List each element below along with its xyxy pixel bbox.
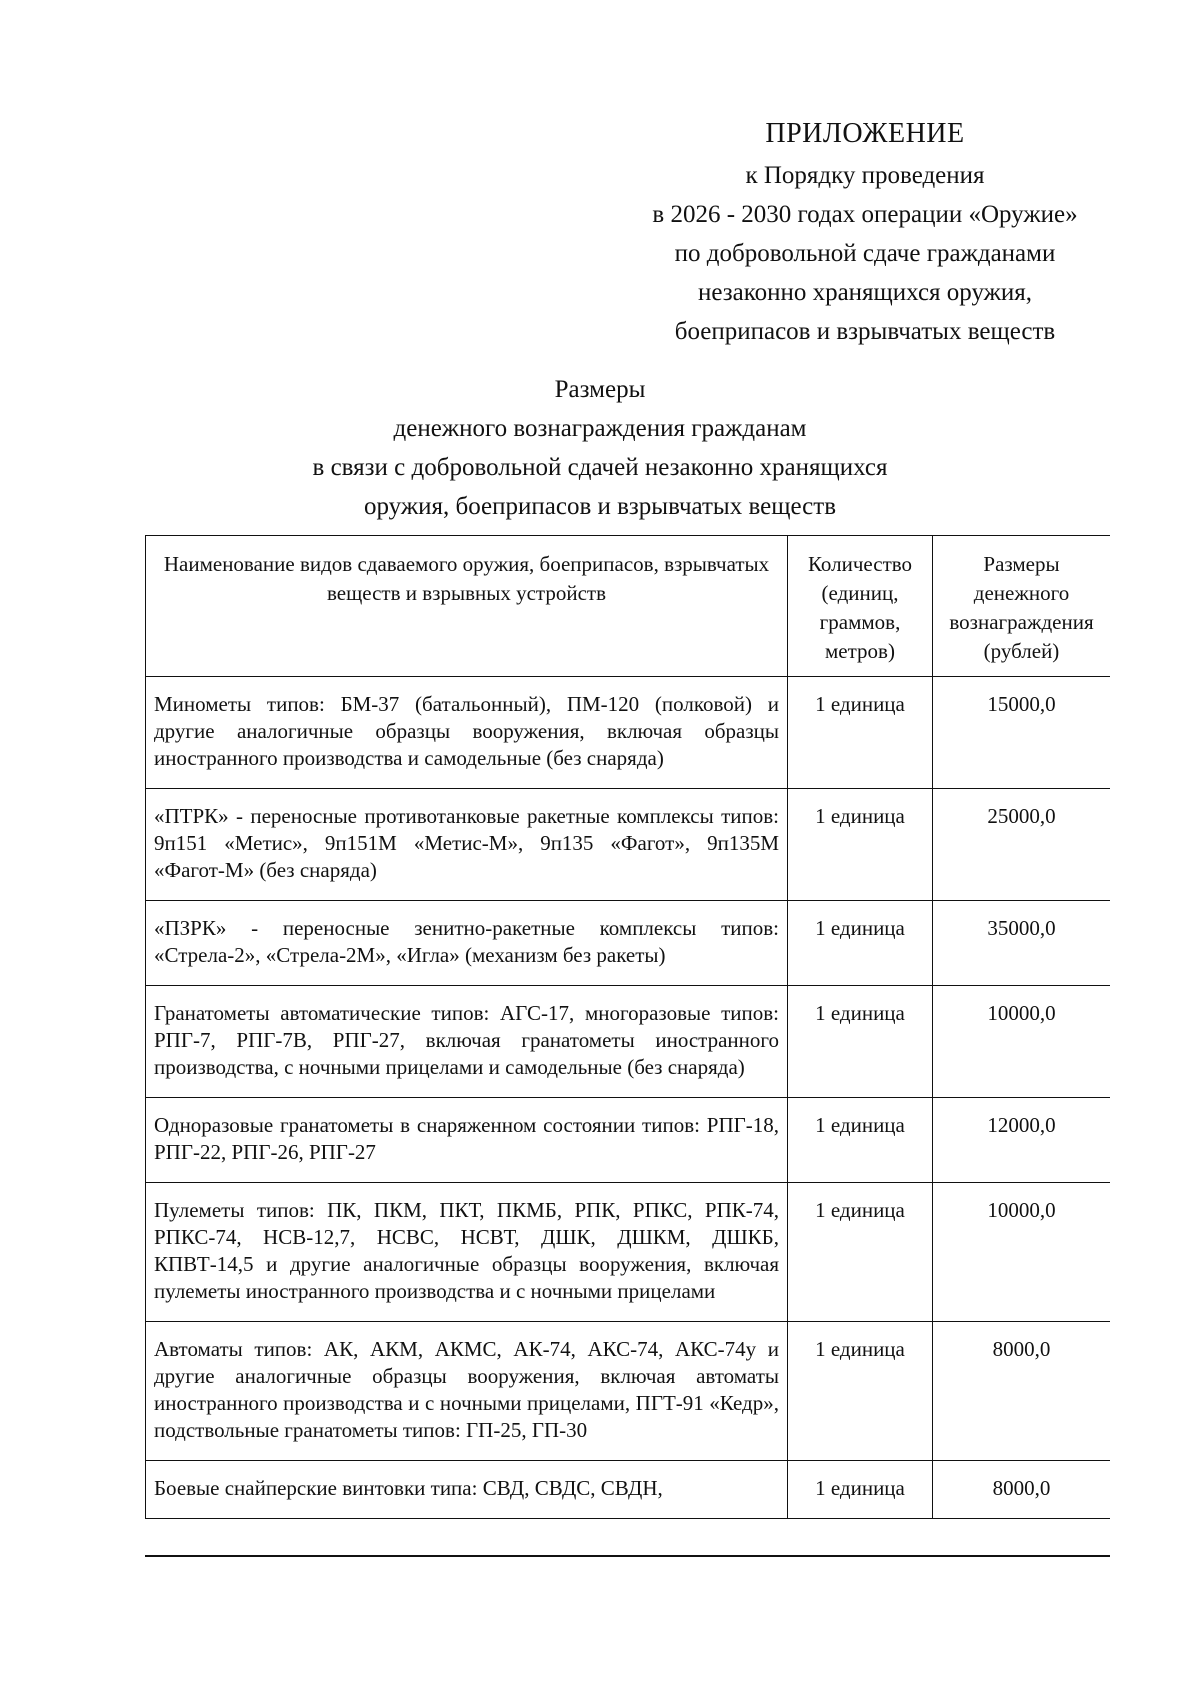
item-quantity: 1 единица [788,1322,933,1461]
item-quantity: 1 единица [788,1098,933,1183]
item-quantity: 1 единица [788,986,933,1098]
appendix-header [600,112,1130,351]
column-header-name: Наименование видов сдаваемого оружия, боеприпасов, взрывчатых веществ и взрывных устройств [146,536,788,677]
item-quantity: 1 единица [788,789,933,901]
appendix-line: незаконно хранящихся оружия, [697,279,1033,306]
appendix-line: в 2026 - 2030 годах операции «Оружие» [652,201,1078,228]
item-name: «ПЗРК» - переносные зенитно-ракетные комплексы типов: «Стрела-2», «Стрела-2М», «Игла» (механизм без ракеты) [146,901,788,986]
item-reward: 8000,0 [933,1461,1111,1519]
item-name: «ПТРК» - переносные противотанковые ракетные комплексы типов: 9п151 «Метис», 9п151М «Метис-М», 9п135 «Фагот», 9п135М «Фагот-М» (без снаряда) [146,789,788,901]
document-title-line: в связи с добровольной сдачей незаконно хранящихся [312,454,888,481]
appendix-title: ПРИЛОЖЕНИЕ [765,118,965,149]
table-row [146,677,1111,789]
document-title [140,370,1060,526]
item-reward: 25000,0 [933,789,1111,901]
item-quantity: 1 единица [788,1183,933,1322]
table-row [146,1322,1111,1461]
item-name: Минометы типов: БМ-37 (батальонный), ПМ-120 (полковой) и другие аналогичные образцы вооружения, включая образцы иностранного производства и самодельные (без снаряда) [146,677,788,789]
item-name: Автоматы типов: АК, АКМ, АКМС, АК-74, АКС-74, АКС-74у и другие аналогичные образцы вооружения, включая автоматы иностранного производства и с ночными прицелами, ПГТ-91 «Кедр», подствольные гранатометы типов: ГП-25, ГП-30 [146,1322,788,1461]
table-row [146,1183,1111,1322]
column-header-quantity: Количество (единиц, граммов, метров) [788,536,933,677]
rewards-table-container [145,535,1110,1557]
table-row [146,1098,1111,1183]
document-title-line: Размеры [554,376,646,403]
item-name: Гранатометы автоматические типов: АГС-17, многоразовые типов: РПГ-7, РПГ-7В, РПГ-27, включая гранатометы иностранного производства, с ночными прицелами и самодельные (без снаряда) [146,986,788,1098]
appendix-line: по добровольной сдаче гражданами [674,240,1056,267]
item-reward: 10000,0 [933,1183,1111,1322]
item-reward: 15000,0 [933,677,1111,789]
table-header-row [146,536,1111,677]
item-name: Пулеметы типов: ПК, ПКМ, ПКТ, ПКМБ, РПК, РПКС, РПК-74, РПКС-74, НСВ-12,7, НСВС, НСВТ, ДШК, ДШКМ, ДШКБ, КПВТ-14,5 и другие аналогичные образцы вооружения, включая пулеметы иностранного производства и с ночными прицелами [146,1183,788,1322]
rewards-table [145,535,1110,1519]
column-header-reward: Размеры денежного вознаграждения (рублей) [933,536,1111,677]
item-reward: 8000,0 [933,1322,1111,1461]
document-title-line: оружия, боеприпасов и взрывчатых веществ [364,493,836,520]
item-quantity: 1 единица [788,1461,933,1519]
item-quantity: 1 единица [788,901,933,986]
appendix-line: к Порядку проведения [745,162,985,189]
table-row [146,986,1111,1098]
item-reward: 10000,0 [933,986,1111,1098]
item-reward: 12000,0 [933,1098,1111,1183]
item-name: Боевые снайперские винтовки типа: СВД, СВДС, СВДН, [146,1461,788,1519]
item-name: Одноразовые гранатометы в снаряженном состоянии типов: РПГ-18, РПГ-22, РПГ-26, РПГ-27 [146,1098,788,1183]
table-row [146,901,1111,986]
document-title-line: денежного вознаграждения гражданам [393,415,807,442]
item-reward: 35000,0 [933,901,1111,986]
appendix-line: боеприпасов и взрывчатых веществ [674,318,1056,345]
table-row [146,1461,1111,1519]
item-quantity: 1 единица [788,677,933,789]
table-row [146,789,1111,901]
